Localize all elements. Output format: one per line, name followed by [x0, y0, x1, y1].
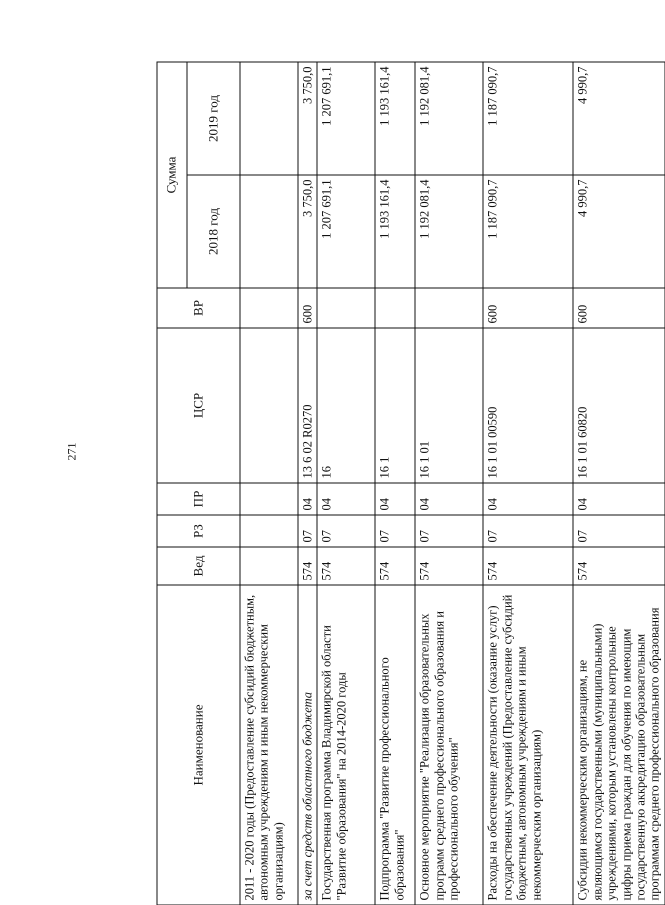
cell-2019: 1 193 161,4: [375, 62, 415, 175]
cell-2019: 3 750,0: [298, 62, 317, 175]
cell-ved: 574: [573, 547, 664, 585]
cell-pr: 04: [298, 483, 317, 515]
cell-name: за счет средств областного бюджета: [298, 585, 317, 905]
cell-2019: 4 990,7: [573, 62, 664, 175]
cell-csr: 16 1 01: [415, 328, 483, 483]
rotated-table-wrapper: [156, 62, 662, 905]
cell-csr: 16 1 01 60820: [573, 328, 664, 483]
cell-pr: 04: [375, 483, 415, 515]
cell-name: 2011 - 2020 годы (Предоставление субсидий бюджетным, автономным учреждениям и иным некоммерческим организациям): [240, 585, 298, 905]
cell-ved: 574: [298, 547, 317, 585]
cell-pr: [240, 483, 298, 515]
header-sum: Сумма: [157, 62, 187, 288]
cell-rz: 07: [375, 515, 415, 547]
cell-csr: [240, 328, 298, 483]
cell-2019: 1 187 090,7: [483, 62, 573, 175]
cell-vr: [415, 288, 483, 328]
cell-rz: 07: [298, 515, 317, 547]
cell-2018: [240, 175, 298, 288]
cell-2019: 1 207 691,1: [317, 62, 375, 175]
cell-rz: 07: [317, 515, 375, 547]
cell-vr: [317, 288, 375, 328]
cell-pr: 04: [573, 483, 664, 515]
table-row: [415, 62, 483, 905]
cell-2018: 1 192 081,4: [415, 175, 483, 288]
table-row: [573, 62, 664, 905]
cell-name: Государственная программа Владимирской области "Развитие образования" на 2014-2020 годы: [317, 585, 375, 905]
cell-vr: 600: [298, 288, 317, 328]
table-row: [298, 62, 317, 905]
cell-name: Основное мероприятие "Реализация образовательных программ среднего профессионального образования и профессионального обучения": [415, 585, 483, 905]
table-row: [317, 62, 375, 905]
rotated-page-content: [156, 62, 662, 905]
header-2019: 2019 год: [187, 62, 240, 175]
cell-ved: 574: [317, 547, 375, 585]
cell-pr: 04: [483, 483, 573, 515]
cell-2018: 1 207 691,1: [317, 175, 375, 288]
cell-csr: 13 6 02 R0270: [298, 328, 317, 483]
cell-vr: 600: [483, 288, 573, 328]
cell-name: Расходы на обеспечение деятельности (оказание услуг) государственных учреждений (Предоставление субсидий бюджетным, автономным учреждениям и иным некоммерческим организациям): [483, 585, 573, 905]
header-pr: ПР: [157, 483, 240, 515]
cell-ved: 574: [483, 547, 573, 585]
page-number: 271: [64, 442, 79, 461]
cell-vr: 600: [573, 288, 664, 328]
header-csr: ЦСР: [157, 328, 240, 483]
cell-rz: 07: [483, 515, 573, 547]
cell-2018: 4 990,7: [573, 175, 664, 288]
cell-2018: 3 750,0: [298, 175, 317, 288]
cell-2019: [240, 62, 298, 175]
table-row: [483, 62, 573, 905]
header-ved: Вед: [157, 547, 240, 585]
cell-name: Субсидии некоммерческим организациям, не являющимся государственными (муниципальными) учреждениями, которым установлены контрольные цифры приема граждан для обучения по имеющим государственную аккредитацию образовательным программам среднего профессионального образования: [573, 585, 664, 905]
budget-table: [156, 61, 665, 905]
cell-pr: 04: [317, 483, 375, 515]
header-2018: 2018 год: [187, 175, 240, 288]
header-rz: РЗ: [157, 515, 240, 547]
header-name: Наименование: [157, 585, 240, 905]
cell-vr: [375, 288, 415, 328]
table-row: [240, 62, 298, 905]
cell-vr: [240, 288, 298, 328]
table-row: [375, 62, 415, 905]
cell-2018: 1 193 161,4: [375, 175, 415, 288]
cell-2018: 1 187 090,7: [483, 175, 573, 288]
cell-ved: 574: [375, 547, 415, 585]
cell-rz: [240, 515, 298, 547]
cell-ved: [240, 547, 298, 585]
cell-csr: 16: [317, 328, 375, 483]
cell-csr: 16 1 01 00590: [483, 328, 573, 483]
table-header: [157, 62, 240, 905]
cell-2019: 1 192 081,4: [415, 62, 483, 175]
header-vr: ВР: [157, 288, 240, 328]
cell-pr: 04: [415, 483, 483, 515]
cell-ved: 574: [415, 547, 483, 585]
cell-rz: 07: [573, 515, 664, 547]
cell-rz: 07: [415, 515, 483, 547]
cell-name: Подпрограмма "Развитие профессионального образования": [375, 585, 415, 905]
cell-csr: 16 1: [375, 328, 415, 483]
